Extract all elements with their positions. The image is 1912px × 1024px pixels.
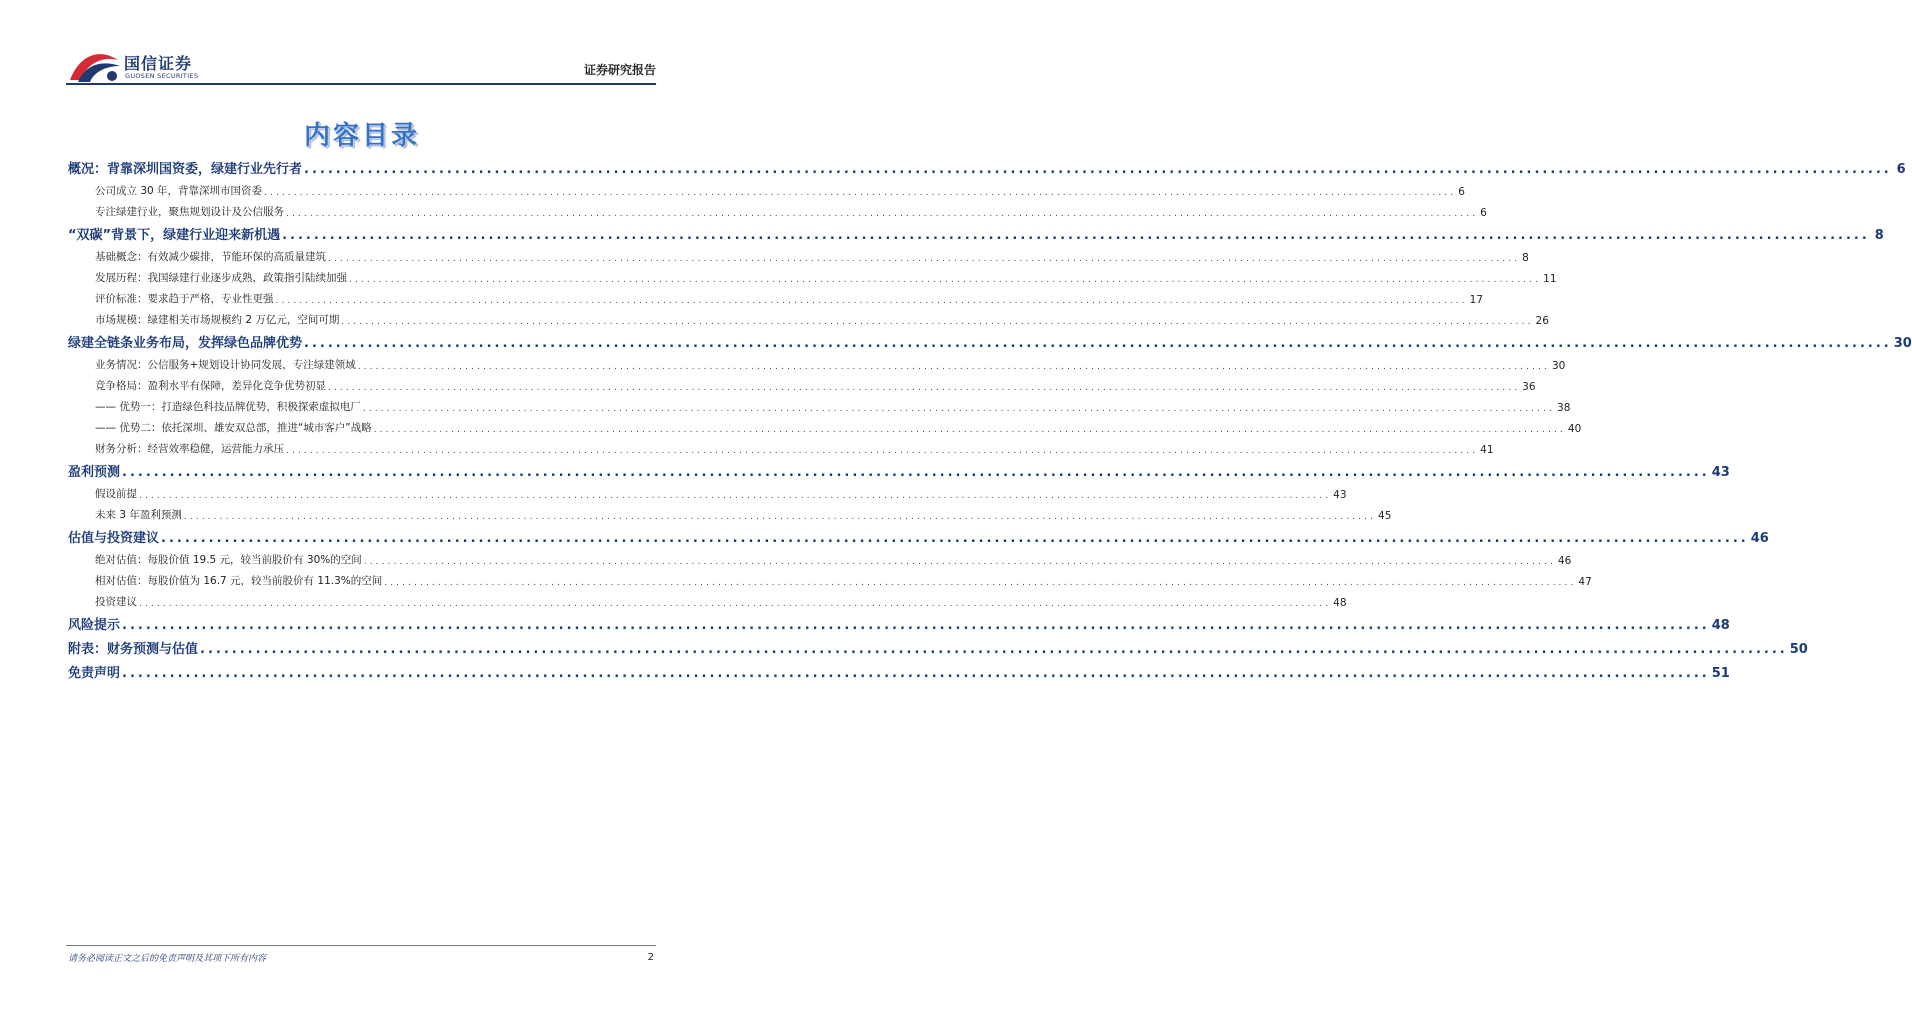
toc-dot-leader: ........................................................................................................................................................................................................ <box>328 254 1521 264</box>
toc-dot-leader: ........................................................................................................................................................................................................ <box>373 425 1566 435</box>
toc-dot-leader: ........................................................................................................................................................................................................ <box>183 512 1377 522</box>
toc-dot-leader: ........................................................................................................................................................................................................ <box>349 275 1542 285</box>
toc-entry-text: 免责声明 <box>68 666 121 681</box>
toc-entry-section[interactable] <box>68 285 1484 306</box>
toc-entry-chapter[interactable] <box>68 609 1730 633</box>
toc-dot-leader: ........................................................................................................................................................................................................ <box>122 465 1710 480</box>
toc-entry-page: 47 <box>1578 576 1592 588</box>
page-number: 2 <box>647 952 654 963</box>
toc-entry-section[interactable] <box>68 435 1494 456</box>
toc-dot-leader: ........................................................................................................................................................................................................ <box>286 446 1479 456</box>
toc-entry-page: 48 <box>1333 597 1347 609</box>
toc-entry-text: 估值与投资建议 <box>68 531 160 546</box>
toc-entry-page: 8 <box>1874 228 1884 243</box>
toc-entry-text: 风险提示 <box>68 618 121 633</box>
toc-entry-chapter[interactable] <box>68 657 1730 681</box>
toc-entry-section[interactable] <box>68 243 1529 264</box>
toc-entry-page: 41 <box>1480 444 1494 456</box>
toc-entry-page: 8 <box>1522 252 1529 264</box>
toc-entry-page: 38 <box>1557 402 1571 414</box>
toc-entry-page: 46 <box>1557 555 1572 567</box>
toc-dot-leader: ........................................................................................................................................................................................................ <box>161 531 1749 546</box>
toc-entry-section[interactable] <box>68 177 1465 198</box>
toc-entry-text: “双碳”背景下，绿建行业迎来新机遇 <box>68 228 281 243</box>
toc-dot-leader: ........................................................................................................................................................................................................ <box>328 383 1521 393</box>
toc-entry-section[interactable] <box>68 198 1487 219</box>
report-type-label: 证券研究报告 <box>583 63 656 77</box>
toc-dot-leader: ........................................................................................................................................................................................................ <box>275 296 1468 306</box>
toc-dot-leader: ........................................................................................................................................................................................................ <box>363 557 1556 567</box>
toc-entry-page: 45 <box>1378 510 1392 522</box>
footer-divider <box>66 945 656 946</box>
toc-entry-text: 未来 3 年盈利预测 <box>95 509 182 521</box>
logo-english-name: GUOSEN SECURITIES <box>125 72 199 80</box>
toc-entry-page: 30 <box>1893 336 1912 351</box>
toc-entry-page: 6 <box>1480 207 1487 219</box>
toc-entry-chapter[interactable] <box>68 633 1808 657</box>
toc-dot-leader: ........................................................................................................................................................................................................ <box>357 362 1550 372</box>
toc-entry-chapter[interactable] <box>68 522 1769 546</box>
logo-chinese-name: 国信证券 <box>124 54 193 73</box>
toc-entry-text: 竞争格局：盈利水平有保障，差异化竞争优势初显 <box>95 380 326 392</box>
toc-entry-page: 46 <box>1750 531 1769 546</box>
toc-entry-section[interactable] <box>68 480 1347 501</box>
toc-entry-page: 48 <box>1711 618 1730 633</box>
toc-entry-page: 43 <box>1711 465 1730 480</box>
toc-entry-text: 发展历程：我国绿建行业逐步成熟，政策指引陆续加强 <box>95 272 347 284</box>
header-divider <box>66 83 656 85</box>
toc-entry-text: 假设前提 <box>95 488 137 500</box>
toc-entry-section[interactable] <box>68 414 1582 435</box>
toc-entry-text: 专注绿建行业，聚焦规划设计及公信服务 <box>95 206 284 218</box>
toc-dot-leader: ........................................................................................................................................................................................................ <box>362 404 1556 414</box>
toc-title: 内容目录 <box>303 121 420 151</box>
toc-entry-page: 11 <box>1543 273 1557 285</box>
toc-entry-section[interactable] <box>68 393 1571 414</box>
toc-dot-leader: ........................................................................................................................................................................................................ <box>384 578 1577 588</box>
toc-entry-text: 基础概念：有效减少碳排，节能环保的高质量建筑 <box>95 251 326 263</box>
toc-entry-page: 51 <box>1711 666 1730 681</box>
toc-entry-page: 17 <box>1469 294 1484 306</box>
toc-dot-leader: ........................................................................................................................................................................................................ <box>286 209 1479 219</box>
toc-entry-page: 43 <box>1333 489 1347 501</box>
disclaimer-note: 请务必阅读正文之后的免责声明及其项下所有内容 <box>68 954 267 964</box>
toc-entry-text: 盈利预测 <box>68 465 121 480</box>
toc-entry-text: 公司成立 30 年，背靠深圳市国资委 <box>95 185 263 197</box>
toc-entry-text: —— 优势二：依托深圳、雄安双总部，推进“城市客户”战略 <box>95 422 372 434</box>
toc-entry-chapter[interactable] <box>68 327 1912 351</box>
toc-entry-chapter[interactable] <box>68 219 1884 243</box>
toc-entry-section[interactable] <box>68 501 1392 522</box>
toc-entry-text: 绿建全链条业务布局，发挥绿色品牌优势 <box>68 336 303 351</box>
toc-dot-leader: ........................................................................................................................................................................................................ <box>304 162 1892 177</box>
toc-entry-section[interactable] <box>68 264 1557 285</box>
toc-entry-section[interactable] <box>68 372 1536 393</box>
toc-dot-leader: ........................................................................................................................................................................................................ <box>139 491 1332 501</box>
toc-dot-leader: ........................................................................................................................................................................................................ <box>139 599 1332 609</box>
toc-entry-page: 50 <box>1789 642 1808 657</box>
toc-entry-section[interactable] <box>68 351 1566 372</box>
toc-entry-chapter[interactable] <box>68 153 1906 177</box>
page-header <box>0 0 724 90</box>
toc-entry-page: 6 <box>1458 186 1465 198</box>
toc-dot-leader: ........................................................................................................................................................................................................ <box>341 317 1534 327</box>
toc-entry-chapter[interactable] <box>68 456 1730 480</box>
toc-entry-text: 概况：背靠深圳国资委，绿建行业先行者 <box>68 162 303 177</box>
toc-dot-leader: ........................................................................................................................................................................................................ <box>122 666 1710 681</box>
toc-entry-text: 绝对估值：每股价值 19.5 元，较当前股价有 30%的空间 <box>95 554 362 566</box>
table-of-contents <box>68 153 1912 681</box>
guosen-logo <box>66 50 216 86</box>
toc-entry-section[interactable] <box>68 588 1347 609</box>
toc-entry-section[interactable] <box>68 567 1592 588</box>
toc-entry-text: 相对估值：每股价值为 16.7 元，较当前股价有 11.3%的空间 <box>95 575 383 587</box>
toc-entry-text: —— 优势一：打造绿色科技品牌优势，积极探索虚拟电厂 <box>95 401 361 413</box>
toc-entry-page: 40 <box>1567 423 1582 435</box>
toc-entry-page: 30 <box>1551 360 1566 372</box>
toc-dot-leader: ........................................................................................................................................................................................................ <box>282 228 1870 243</box>
toc-entry-page: 6 <box>1896 162 1906 177</box>
toc-entry-text: 附表：财务预测与估值 <box>68 642 199 657</box>
guosen-logo-mark-icon <box>66 50 122 84</box>
toc-dot-leader: ........................................................................................................................................................................................................ <box>304 336 1892 351</box>
toc-dot-leader: ........................................................................................................................................................................................................ <box>264 188 1457 198</box>
toc-entry-text: 评价标准：要求趋于严格，专业性更强 <box>95 293 274 305</box>
toc-entry-text: 投资建议 <box>95 596 137 608</box>
toc-entry-section[interactable] <box>68 306 1549 327</box>
toc-entry-page: 26 <box>1535 315 1549 327</box>
toc-entry-text: 财务分析：经营效率稳健，运营能力承压 <box>95 443 284 455</box>
toc-dot-leader: ........................................................................................................................................................................................................ <box>122 618 1710 633</box>
toc-entry-section[interactable] <box>68 546 1572 567</box>
toc-entry-page: 36 <box>1522 381 1536 393</box>
toc-entry-text: 业务情况：公信服务+规划设计协同发展，专注绿建领域 <box>95 359 356 371</box>
toc-dot-leader: ........................................................................................................................................................................................................ <box>200 642 1788 657</box>
toc-entry-text: 市场规模：绿建相关市场规模约 2 万亿元，空间可期 <box>95 314 340 326</box>
